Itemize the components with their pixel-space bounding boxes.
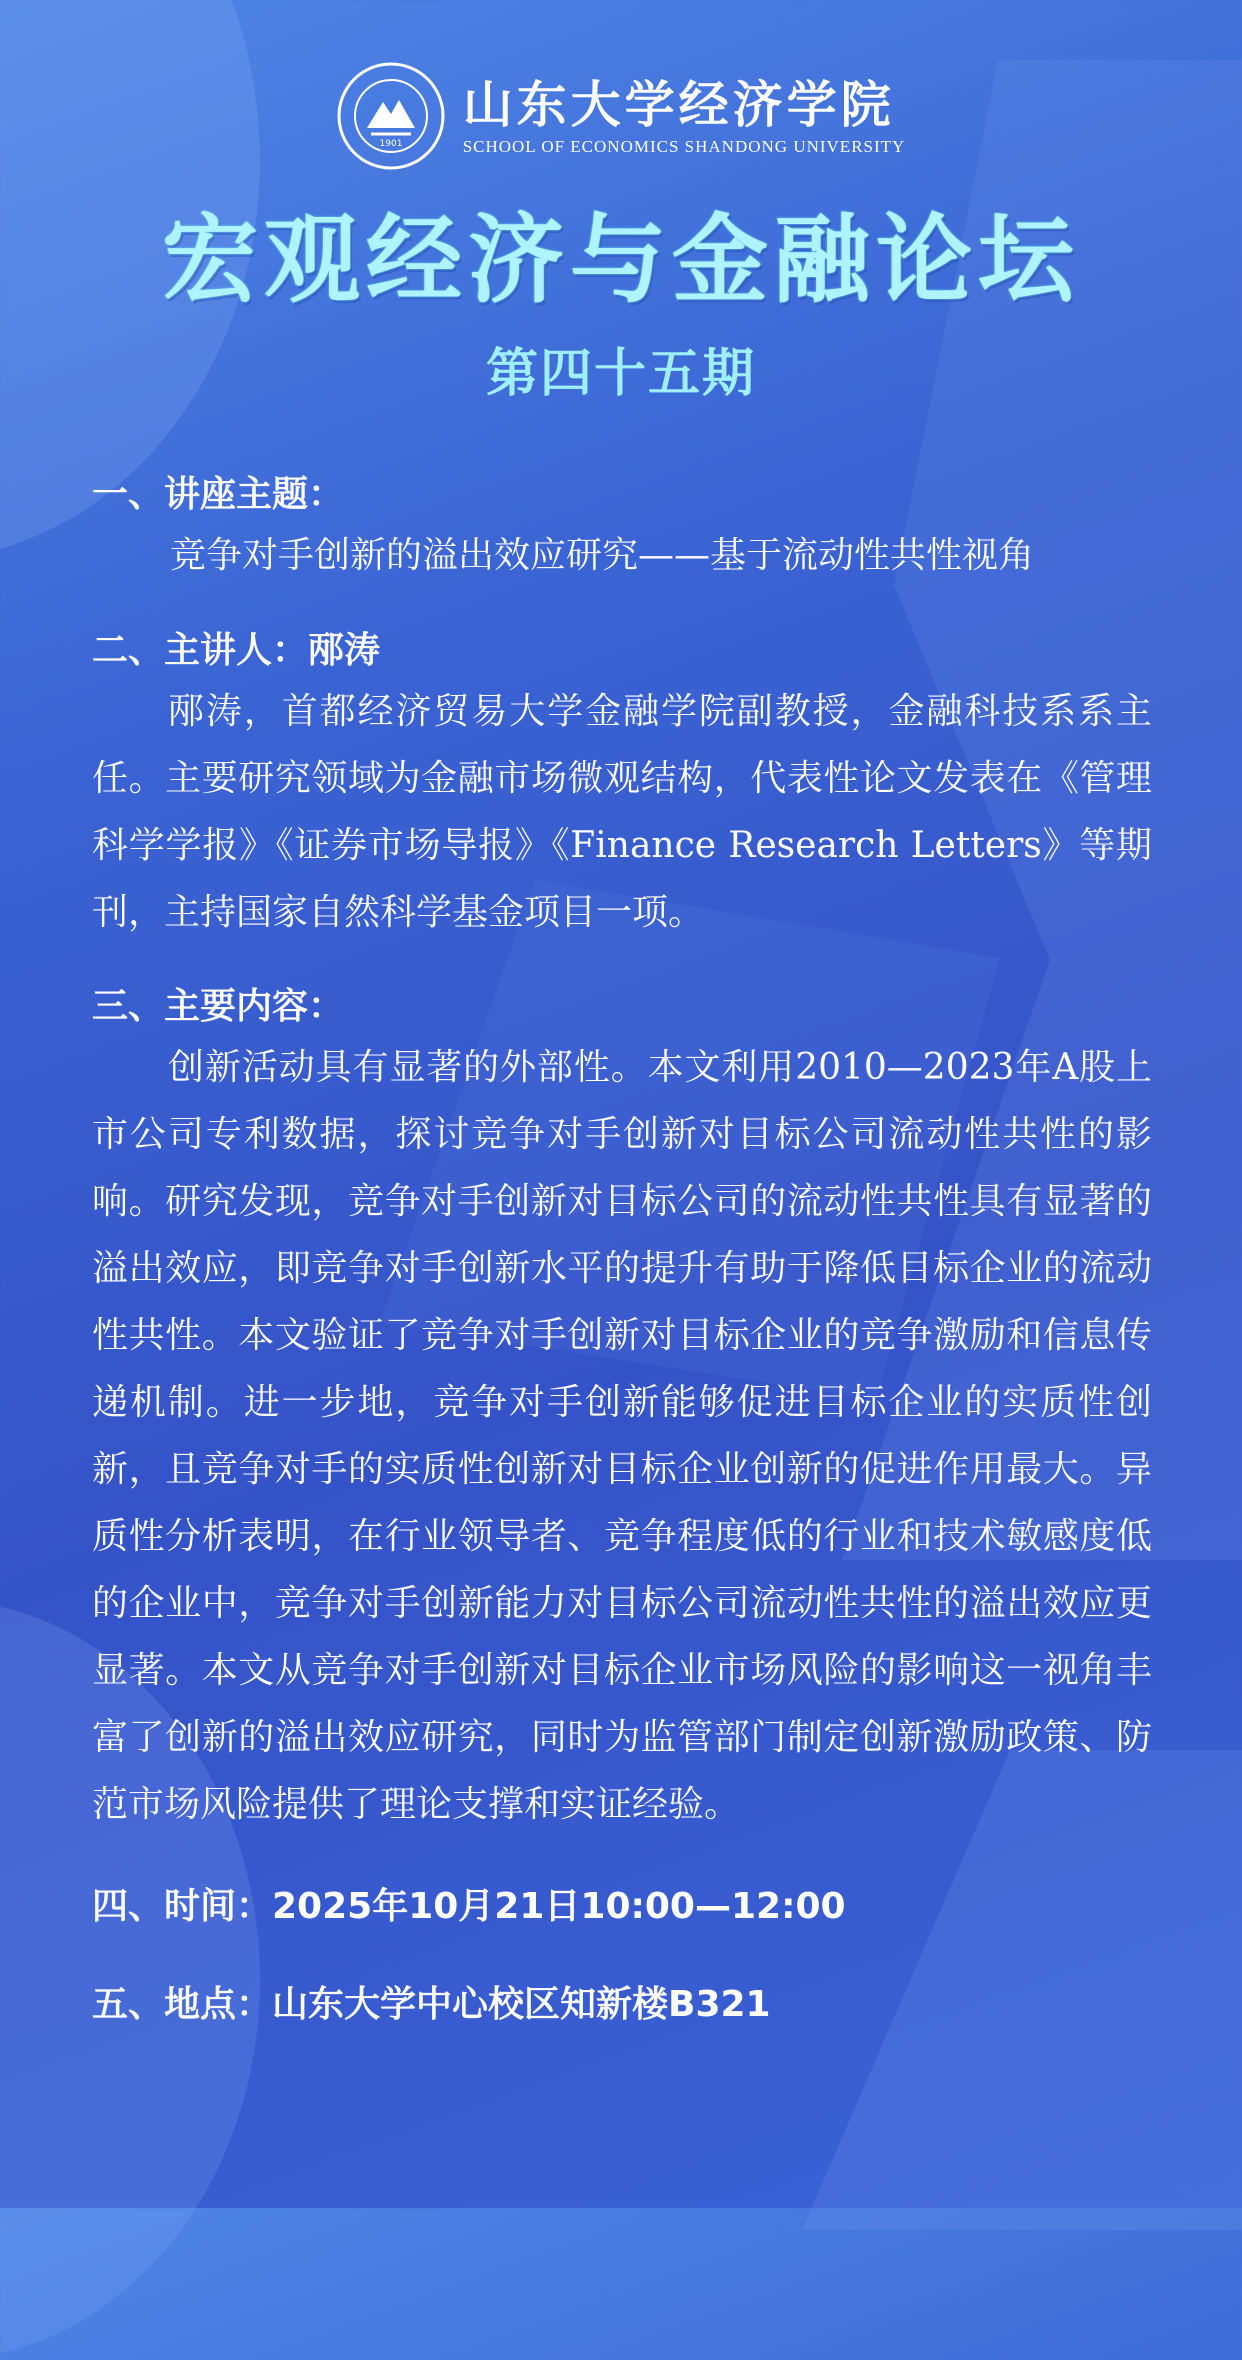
brand-block — [463, 75, 906, 157]
lecture-content — [92, 468, 1152, 2032]
svg-text:1901: 1901 — [379, 139, 403, 149]
forum-title: 宏观经济与金融论坛 — [162, 204, 1080, 316]
university-name: 山东大学经济学院 — [462, 75, 895, 134]
location-info: 五、地点：山东大学中心校区知新楼B321 — [92, 1984, 771, 2025]
time-info: 四、时间：2025年10月21日10:00—12:00 — [92, 1886, 846, 1927]
speaker-heading: 二、主讲人：邴涛 — [92, 630, 381, 671]
topic-text: 竞争对手创新的溢出效应研究——基于流动性共性视角 — [170, 535, 1035, 576]
content-text: 创新活动具有显著的外部性。本文利用2010—2023年A股上市公司专利数据，探讨竞争对手创新对目标公司流动性共性的影响。研究发现，竞争对手创新对目标公司的流动性共性具有显著的溢出效应，即竞争对手创新水平的提升有助于降低目标企业的流动性共性。本文验证了竞争对手创新对目标企业的竞争激励和信息传递机制。进一步地，竞争对手创新能够促进目标企业的实质性创新，且竞争对手的实质性创新对目标企业创新的促进作用最大。异质性分析表明，在行业领导者、竞争程度低的行业和技术敏感度低的企业中，竞争对手创新能力对目标公司流动性共性的溢出效应更显著。本文从竞争对手创新对目标企业市场风险的影响这一视角丰富了创新的溢出效应研究，同时为监管部门制定创新激励政策、防范市场风险提供了理论支撑和实证经验。 — [92, 1047, 1152, 1825]
issue-number: 第四十五期 — [485, 344, 756, 404]
school-english-name: SCHOOL OF ECONOMICS SHANDONG UNIVERSITY — [462, 137, 906, 156]
topic-heading: 一、讲座主题： — [92, 474, 345, 515]
university-seal-icon — [337, 62, 445, 170]
header — [0, 62, 1242, 170]
content-heading: 三、主要内容： — [92, 986, 345, 1027]
speaker-bio: 邴涛，首都经济贸易大学金融学院副教授，金融科技系系主任。主要研究领域为金融市场微观结构，代表性论文发表在《管理科学学报》《证券市场导报》《Finance Research Letters》等期刊，主持国家自然科学基金项目一项。 — [92, 691, 1152, 933]
